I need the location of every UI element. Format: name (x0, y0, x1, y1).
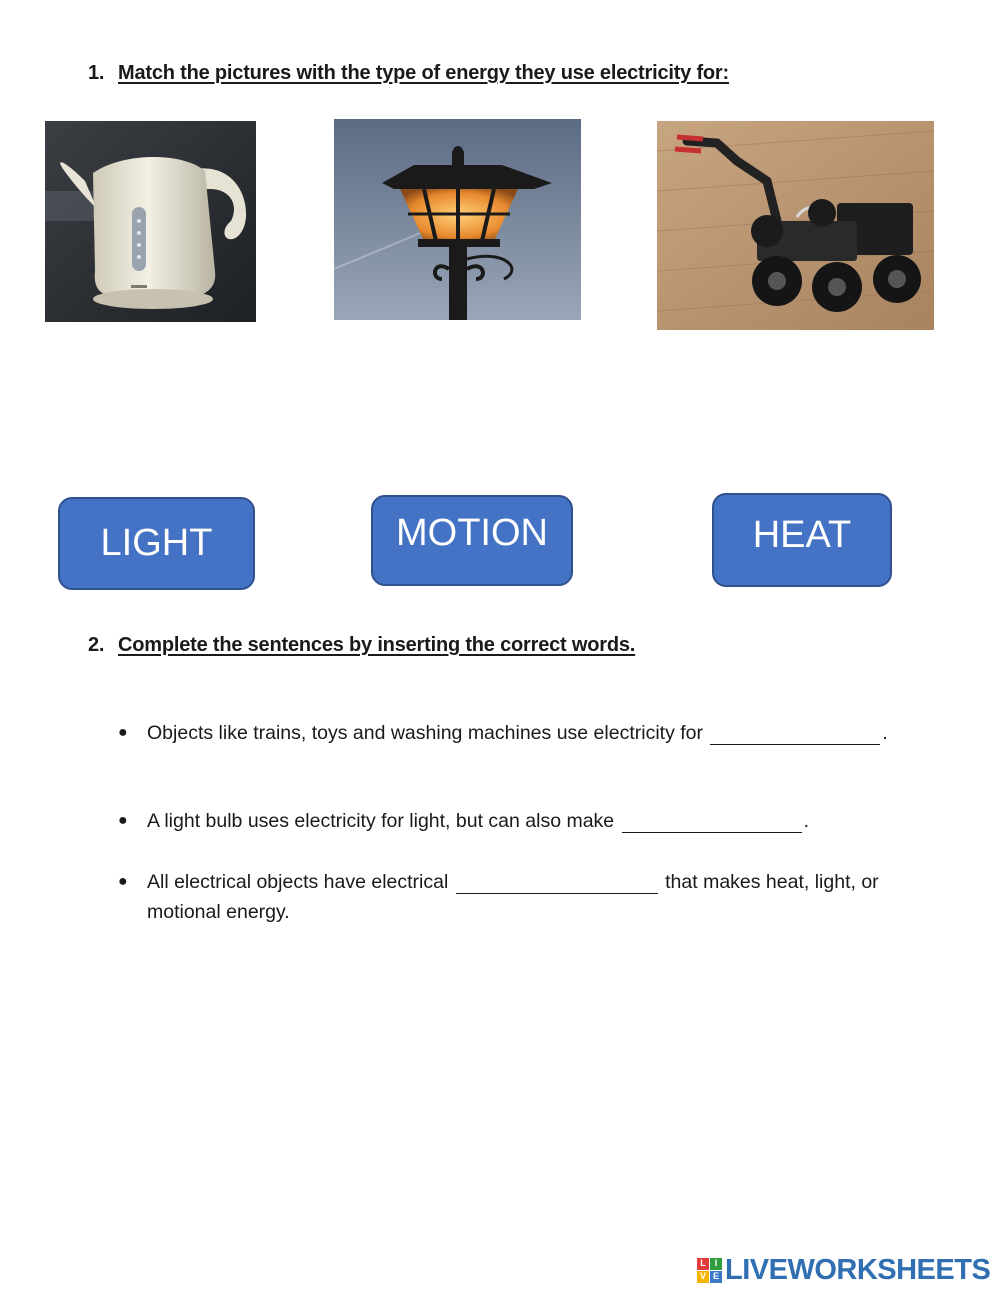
question-2-heading (88, 634, 635, 657)
bullet-icon: ● (118, 724, 128, 741)
sentence-3-after: that makes heat, light, or motional energy. (147, 871, 879, 923)
logo-badge-icon: L I V E (697, 1258, 722, 1283)
sentence-1 (118, 718, 938, 748)
sentence-2-blank-input[interactable] (622, 812, 802, 833)
street-lamp-photo (334, 119, 581, 320)
robot-vehicle-photo (657, 121, 934, 330)
sentence-3 (118, 867, 938, 927)
sentence-3-blank-input[interactable] (456, 873, 658, 894)
question-1-heading (88, 62, 729, 85)
question-2-text: Complete the sentences by inserting the correct words. (118, 634, 636, 656)
sentence-2-after: . (803, 810, 809, 832)
question-2-number: 2. (88, 634, 105, 656)
bullet-icon: ● (118, 812, 128, 829)
logo-text: LIVEWORKSHEETS (725, 1253, 991, 1286)
sentence-1-after: . (882, 722, 888, 744)
sentence-1-blank-input[interactable] (710, 724, 880, 745)
liveworksheets-logo (697, 1254, 990, 1286)
sentence-3-before: All electrical objects have electrical (147, 871, 454, 893)
energy-option-heat[interactable]: HEAT (712, 493, 892, 587)
energy-option-light[interactable]: LIGHT (58, 497, 255, 590)
question-1-number: 1. (88, 62, 105, 84)
sentence-2-before: A light bulb uses electricity for light, but can also make (147, 810, 620, 832)
question-1-text: Match the pictures with the type of energy they use electricity for: (118, 62, 729, 84)
sentence-1-before: Objects like trains, toys and washing machines use electricity for (147, 722, 709, 744)
energy-option-motion[interactable]: MOTION (371, 495, 573, 586)
sentence-2 (118, 806, 938, 836)
kettle-photo (45, 121, 256, 322)
bullet-icon: ● (118, 873, 128, 890)
